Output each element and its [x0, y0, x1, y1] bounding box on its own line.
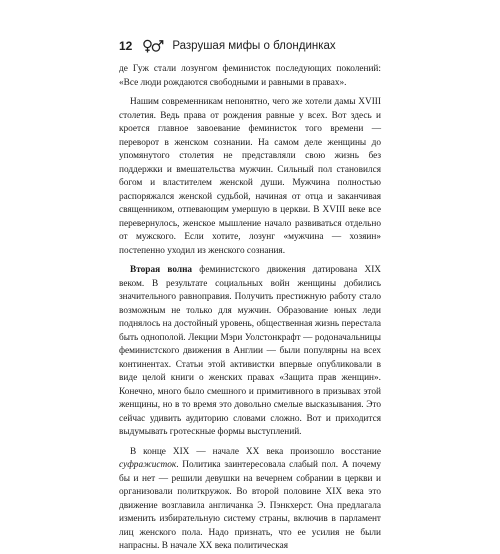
female-male-icon	[142, 39, 164, 53]
body-text	[119, 63, 381, 554]
paragraph: В конце XIX — начале XX века произошло восстание суфражисток. Политика заинтересовала слабый пол. А почему бы и нет — решили девушки на вечернем собрании в церкви и организовали политкружок. Во второй половине XIX века это движение возглавила англичанка Э. Пэнкхерст. Она предлагала изменить избирательную систему страны, включив в парламент лиц женского пола. Надо признать, что ее усилия не были напрасны. В начале XX века политическая	[119, 446, 381, 551]
paragraph: Вторая волна феминистского движения датирована XIX веком. В результате социальных войн женщины добились значительного равноправия. Получить престижную работу стало возможным не только для мужчин. Образование юных леди поднялось на достойный уровень, общественная жизнь перестала быть однополой. Лекции Мэри Уолстонкрафт — родоначальницы феминистского движения в Англии — были популярны на всех континентах. Статьи этой активистки впервые опубликовали в виде целой книги о женских правах «Защита прав женщин». Конечно, много было смешного и примитивного в призывах этой женщины, но в то время это довольно смелые высказывания. Это сейчас удивить аудиторию словами сложно. Вот и приходится выдумывать гротескные формы выступлений.	[119, 265, 382, 437]
italic-term: суфражисток	[119, 460, 177, 470]
paragraph: Нашим современникам непонятно, чего же хотели дамы XVIII столетия. Ведь права от рождения равные у всех. Вот здесь и кроется главное завоевание феминисток того времени — переворот в женском сознании. На самом деле женщины до упомянутого столетия не представляли свою жизнь без поддержки и вмешательства мужчин. Сильный пол становился богом и властителем женской души. Мужчина полностью распоряжался женской судьбой, начиная от отца и заканчивая священником, отпевающим умершую в церкви. В XVIII веке все перевернулось, женское мышление начало развиваться отдельно от мужского. Если хотите, лозунг «мужчина — хозяин» постепенно уходил из женского сознания.	[119, 97, 381, 256]
running-header	[119, 36, 419, 56]
page-number: 12	[119, 39, 133, 53]
running-title: Разрушая мифы о блондинках	[172, 40, 336, 52]
paragraph: де Гуж стали лозунгом феминисток последующих поколений: «Все люди рождаются свободными и равными в правах».	[119, 64, 381, 88]
bold-term: Вторая волна	[130, 265, 193, 275]
